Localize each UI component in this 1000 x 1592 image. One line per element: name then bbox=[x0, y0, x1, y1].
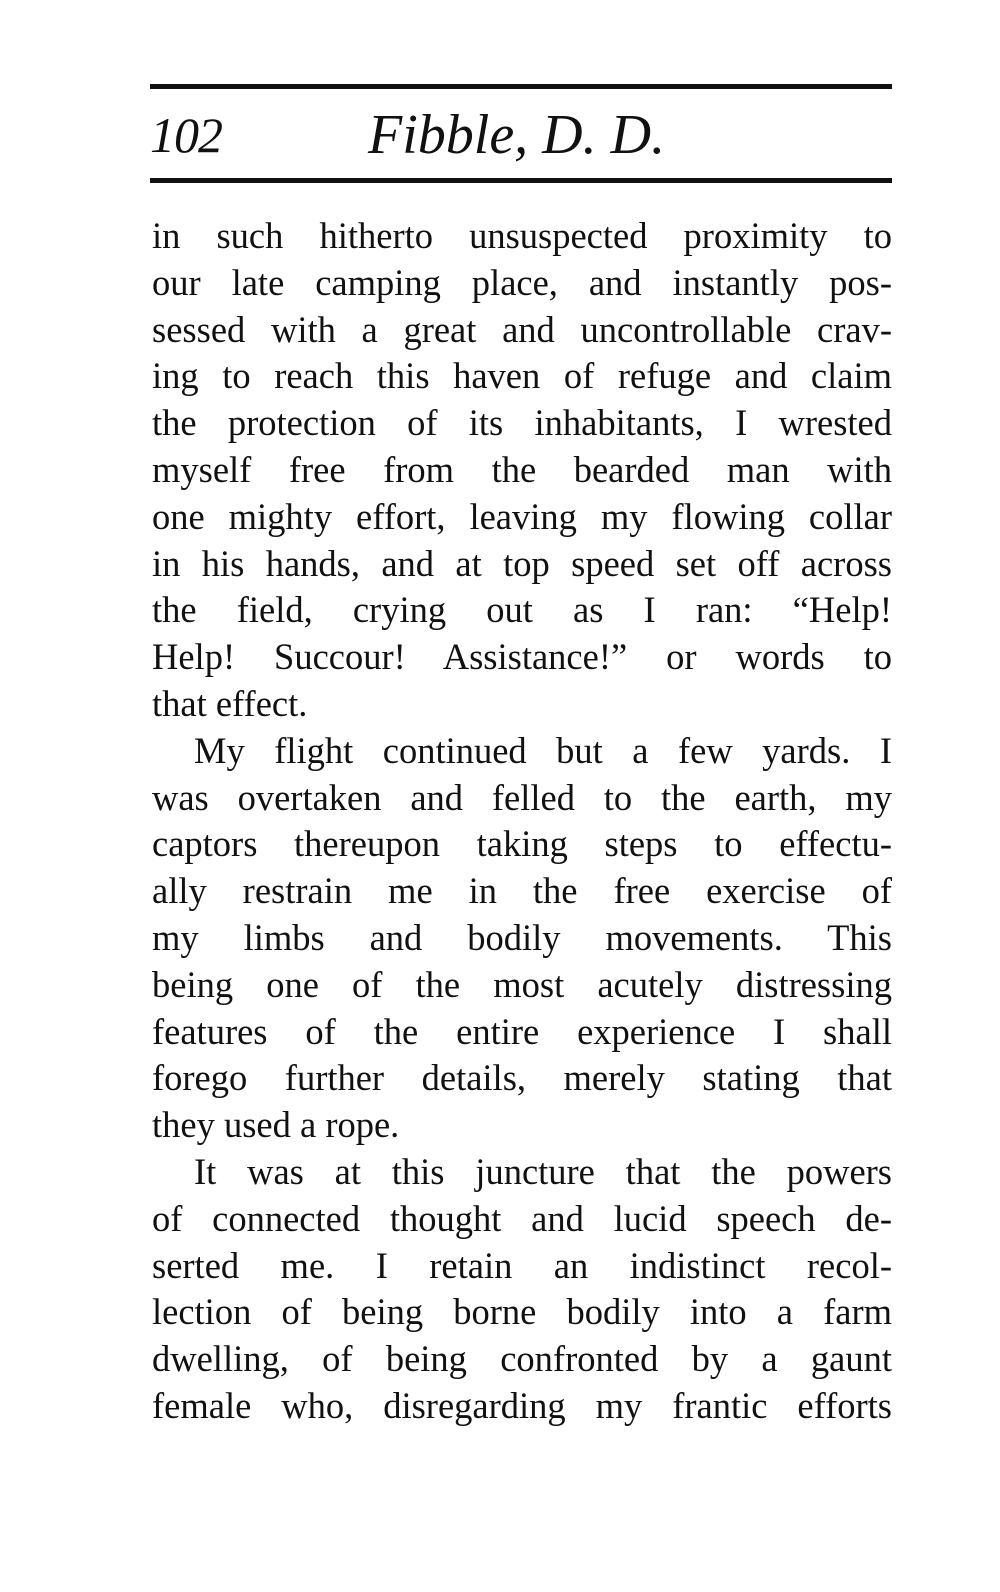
text-line: ing to reach this haven of refuge and claim bbox=[152, 355, 892, 397]
text-line: being one of the most acutely distressing bbox=[152, 963, 892, 1005]
page-number: 102 bbox=[150, 107, 222, 163]
text-line: they used a rope. bbox=[152, 1104, 400, 1146]
text-line: the protection of its inhabitants, I wrested bbox=[152, 402, 892, 444]
text-line: serted me. I retain an indistinct recol- bbox=[152, 1244, 892, 1286]
header-rule-top bbox=[150, 84, 892, 89]
text-line: myself free from the bearded man with bbox=[152, 448, 892, 490]
body-text bbox=[152, 213, 892, 1430]
text-line: My flight continued but a few yards. I bbox=[194, 729, 892, 771]
text-line: one mighty effort, leaving my flowing collar bbox=[152, 495, 892, 537]
text-line: in such hitherto unsuspected proximity to bbox=[152, 215, 892, 256]
text-line: in his hands, and at top speed set off across bbox=[152, 542, 892, 584]
text-line: that effect. bbox=[152, 682, 308, 724]
text-line: female who, disregarding my frantic efforts bbox=[152, 1384, 892, 1426]
text-line: lection of being borne bodily into a farm bbox=[152, 1291, 892, 1333]
running-title: Fibble, D. D. bbox=[368, 104, 666, 166]
text-line: sessed with a great and uncontrollable crav- bbox=[152, 308, 892, 350]
text-line: was overtaken and felled to the earth, my bbox=[152, 776, 892, 818]
text-line: Help! Succour! Assistance!” or words to bbox=[152, 636, 892, 678]
text-line: features of the entire experience I shall bbox=[152, 1010, 892, 1052]
text-line: captors thereupon taking steps to effectu- bbox=[152, 823, 892, 865]
text-line: It was at this juncture that the powers bbox=[194, 1150, 892, 1192]
text-line: of connected thought and lucid speech de- bbox=[152, 1197, 892, 1239]
text-line: my limbs and bodily movements. This bbox=[152, 916, 892, 958]
text-line: the field, crying out as I ran: “Help! bbox=[152, 589, 892, 631]
text-line: forego further details, merely stating that bbox=[152, 1057, 892, 1099]
running-header bbox=[150, 96, 892, 174]
text-line: dwelling, of being confronted by a gaunt bbox=[152, 1338, 892, 1380]
header-rule-bottom bbox=[150, 178, 892, 183]
text-line: our late camping place, and instantly pos- bbox=[152, 261, 892, 303]
text-line: ally restrain me in the free exercise of bbox=[152, 870, 892, 912]
